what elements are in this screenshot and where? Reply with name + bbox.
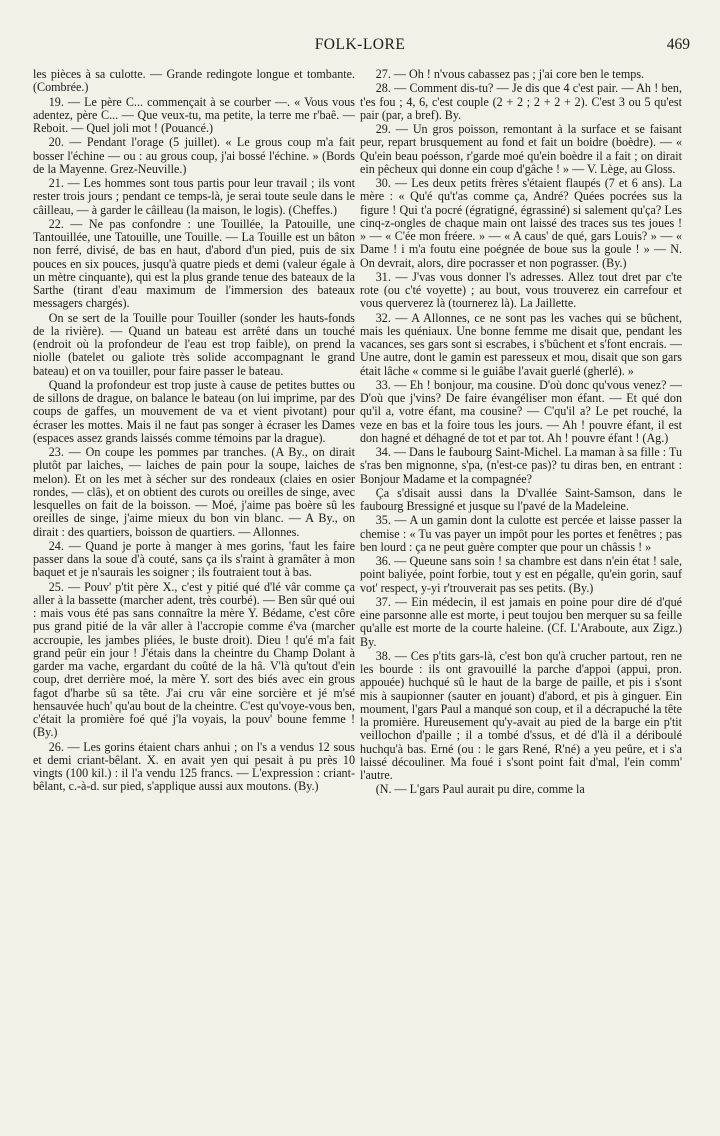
- paragraph: 20. — Pendant l'orage (5 juillet). « Le grous coup m'a fait bosser l'échine — ou : au grous coup, j'ai bossé l'échine. » (Bords de la Mayenne. Grez-Neuville.): [33, 135, 355, 176]
- right-column: [360, 68, 682, 797]
- paragraph: 38. — Ces p'tits gars-là, c'est bon qu'à crucher partout, ren ne les bourde : ils ont gravouillé la parche d'appoi (appui, pron. appouée) huchqué sû le haut de la barge de paille, et pis i s'sont mis à saupionner (sauter en jouant) d'abord, et pis à ginguer. Ein moument, l'gars Paul a manqué son coup, et il a décrapuché la tête la promière. Hureusement qu'y-avait au pied de la barge ein p'tit veillochon d'paille ; il a tombé d'ssus, et dé d'là il a dériboulé huchqu'à bas. Erné (ou : le gars René, R'né) a yeu peûre, et i s'a laissé découliner. Ma foué i s'sont point fait d'mal, l'ein comm' l'autre.: [360, 648, 682, 782]
- paragraph: 24. — Quand je porte à manger à mes gorins, 'faut les faire passer dans la soue d'à couté, sans ça ils s'raint à gramâter à mon baquet et je n'saurais les soigner ; ils foutraient tout à bas.: [33, 538, 355, 580]
- paragraph: 27. — Oh ! n'vous cabassez pas ; j'ai core ben le temps.: [375, 67, 645, 81]
- left-column: [33, 68, 355, 794]
- paragraph: Quand la profondeur est trop juste à cause de petites buttes ou de sillons de drague, on balance le bateau (on lui imprime, par des coups de gaffes, un mouvement de va et vient pivotant) pour écraser les mottes. Mais il ne faut pas songer à écraser les Dames (espaces assez grands laissés comme témoins par la drague).: [33, 377, 355, 445]
- paragraph: 37. — Ein médecin, il est jamais en poine pour dire dé d'qué eine parsonne alle est morte, i peut toujou ben merquer su sa feille qu'alle est morte de la courte haleine. (Cf. L'Araboute, aux Zigz.) By.: [360, 594, 682, 649]
- running-title: FOLK-LORE: [314, 36, 406, 53]
- paragraph: 22. — Ne pas confondre : une Touillée, la Patouille, une Tantouillée, une Tatouille, une Touille. — La Touille est un bâton non ferré, divisé, de bas en haut, d'abord d'un pied, puis de six pouces en six pouces, jusqu'à quatre pieds et demi (valeur égale à un mètre cinquante), qui est la plus grande tenue des bateaux de la Sarthe (tirant d'eau maximum de l'immersion des bateaux messagers chargés).: [33, 216, 355, 311]
- paragraph: 19. — Le père C... commençait à se courber —. « Vous vous adentez, père C... — Que veux-tu, ma petite, la terre me r'baê. — Reboit. — Quel joli mot ! (Pouancé.): [33, 94, 355, 135]
- paragraph: 33. — Eh ! bonjour, ma cousine. D'où donc qu'vous venez? — D'où que j'vins? De faire évangéliser mon éfant. — Et qué don qu'il a, votre éfant, ma cousine? — C'qu'il a? Le pet rouché, la veze en bas et la foire tous les jours. — Ah ! pouvre éfant, il est don hagné et déhagné de tot et par tot. Ah ! pouvre éfant ! (Ag.): [360, 377, 682, 445]
- paragraph: 34. — Dans le faubourg Saint-Michel. La maman à sa fille : Tu s'ras ben mignonne, s'pa, (n'est-ce pas)? tu diras ben, en entrant : Bonjour Madame et la compagnée?: [360, 445, 682, 486]
- paragraph: les pièces à sa culotte. — Grande redingote longue et tombante. (Combrée.): [33, 67, 355, 95]
- paragraph: 21. — Les hommes sont tous partis pour leur travail ; ils vont rester trois jours ; pendant ce temps-là, je serai toute seule dans le câilleau, — à garder le câilleau (la maison, le logis). (Cheffes.): [33, 176, 355, 217]
- paragraph: 30. — Les deux petits frères s'étaient flaupés (7 et 6 ans). La mère : « Qu'é qu't'as comme ça, André? Quées pocrées sus la figure ! Qui t'a pocré (égratigné, égrassiné) si salement qu'ça? Les cinq-z-ongles de chaque main ont laissé des traces sus tes joues ! » — « C'ée mon fréere. » — « A caus' de qué, gars Louis? » — « Dame ! i m'a foutu eine poégnée de boue sus la goule ! » — N. On devrait, alors, dire pocrasser et non pograsser. (By.): [360, 176, 682, 270]
- page-number: 469: [666, 36, 690, 53]
- paragraph: 31. — J'vas vous donner l's adresses. Allez tout dret par c'te rote (ou c'té voyette) ; au bout, vous trouverez ein carrefour et vous querverez là (tournerez là). La Jaillette.: [360, 269, 682, 311]
- paragraph: 36. — Queune sans soin ! sa chambre est dans n'ein état ! sale, point baliyée, point forbie, tout y est en pégalle, qu'ein gorin, sauf vot' respect, y-yi r'trouverait pas ses petits. (By.): [360, 554, 682, 595]
- paragraph: 35. — A un gamin dont la culotte est percée et laisse passer la chemise : « Tu vas payer un impôt pour les portes et fenêtres ; pas ben lourd : ça ne peut guère compter que pour un châssis ! »: [360, 513, 682, 554]
- paragraph: On se sert de la Touille pour Touiller (sonder les hauts-fonds de la rivière). — Quand un bateau est arrêté dans un touché (endroit où la profondeur de l'eau est trop faible), on prend la niolle (batelet ou galiote très solide accompagnant le grand bateau) et on va touiller, pour faire passer le bateau.: [33, 310, 355, 378]
- paragraph: (N. — L'gars Paul aurait pu dire, comme la: [375, 782, 585, 797]
- running-header: [0, 36, 720, 58]
- paragraph: 26. — Les gorins étaient chars anhui ; on l's a vendus 12 sous et demi criant-bêlant. X. en avait yen qui pesait à pu près 10 vingts (100 kil.) : il l'a vendu 125 francs. — L'expression : criant-bêlant, c.-à-d. sur pied, s'applique aussi aux moutons. (By.): [33, 739, 355, 794]
- paragraph: 29. — Un gros poisson, remontant à la surface et se faisant peur, repart brusquement au fond et fait un boidre (boèdre). — « Qu'ein beau poésson, r'garde moé qu'ein boèdre il a fait ; on dirait ein pêcheux qui donne ein coup d'gâche ! » — V. Lège, au Gloss.: [360, 122, 682, 176]
- paragraph: 32. — A Allonnes, ce ne sont pas les vaches qui se bûchent, mais les quéniaux. Une bonne femme me disait que, pendant les vacances, ses gars sont si escrabes, i s'bûchent et s'font encrais. — Une autre, dont le gamin est paresseux et mou, disait que son gars était lâche « comme si le guiâbe l'avait guerlé (gherlé). »: [360, 310, 682, 378]
- paragraph: Ça s'disait aussi dans la D'vallée Saint-Samson, dans le faubourg Bressigné et jusque su l'pavé de la Madeleine.: [360, 485, 682, 513]
- paragraph: 25. — Pouv' p'tit père X., c'est y pitié qué d'lé vâr comme ça aller à la bassette (marcher adent, très courbé). — Ben sûr qué oui : mais vous été pas sans connaître la mère Y. Bédame, c'est côre pus grand pitié de la vâr aller à l'accropie comme é'va (marcher accroupie, les jambes pliées, le buste droit). Dieu ! qu'é m'a fait grand peûr ein jour ! J'étais dans la cheintre du Champ Dolant à garder ma vache, ergardant du coûté de la hâ. V'là qu'tout d'ein coup, dret derrière moé, la mère Y. sort des biés avec ein grous fagot d'harbe sû sa tête. J'ai cru vâr eine sorcière et jé m'sé hensauvée huch' qu'au bout de la cheintre. C'est qu'voye-vous ben, c'était la promière foé qué j'la voyais, la pouv' boune femme ! (By.): [33, 579, 355, 740]
- paragraph: 28. — Comment dis-tu? — Je dis que 4 c'est pair. — Ah ! ben, t'es fou ; 4, 6, c'est couple (2 + 2 ; 2 + 2 + 2). C'est 3 ou 5 qu'est pair (par, a bref). By.: [360, 81, 682, 122]
- paragraph: 23. — On coupe les pommes par tranches. (A By., on dirait plutôt par laiches, — laiches de pain pour la soupe, laiches de melon). Et on les met à sécher sur des rondeaux (claies en osier rondes, — clâs), et on obtient des curots ou oreilles de singe, avec lesquelles on fait de la boisson. — Moé, j'aime pas boère sû les oreilles de singe, j'aime mieux du bon vin blanc. — A By., on dirait : des quartiers, boisson de quartiers. — Allonnes.: [33, 445, 355, 539]
